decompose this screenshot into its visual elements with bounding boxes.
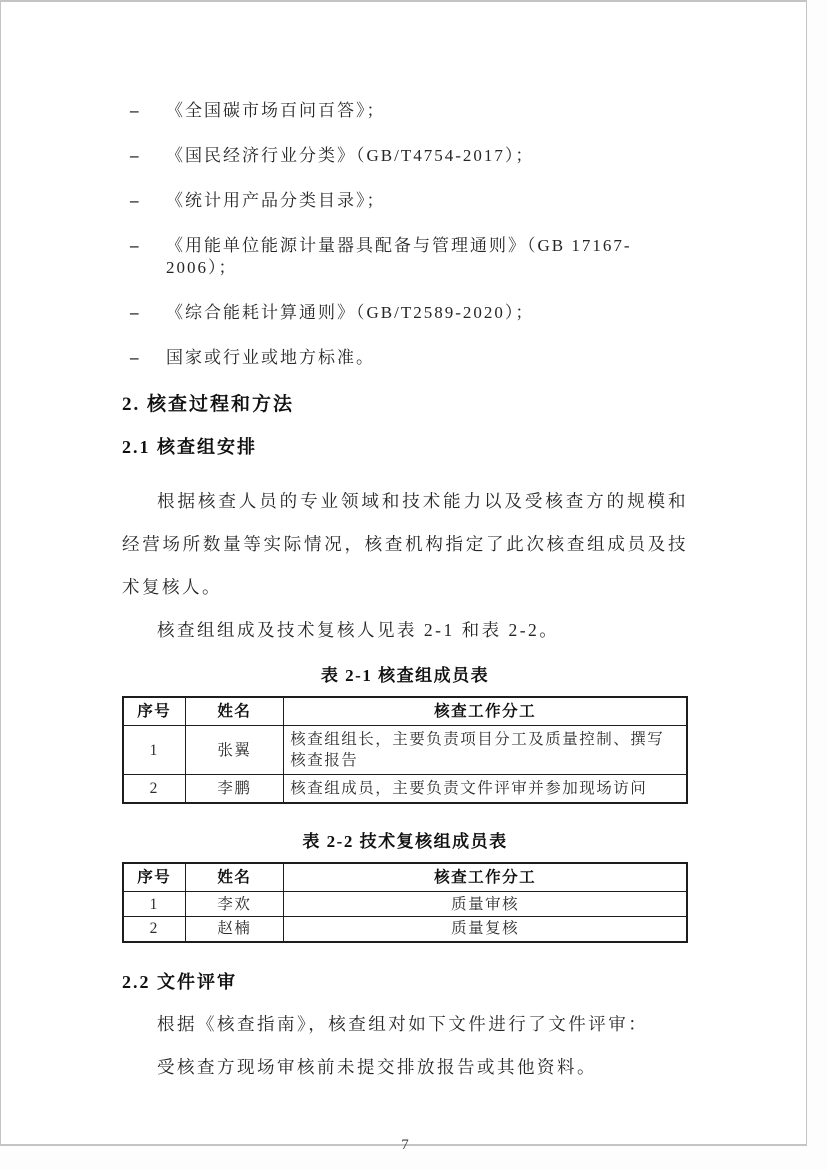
reference-list bbox=[130, 100, 688, 369]
column-header-no: 序号 bbox=[123, 697, 185, 726]
table-2-2-technical-review-team bbox=[122, 862, 688, 943]
subsection-2-1-heading: 2.1 核查组安排 bbox=[122, 437, 257, 457]
section-2-heading: 2. 核查过程和方法 bbox=[122, 394, 295, 415]
bullet-dash: – bbox=[130, 303, 139, 322]
reference-text: 《用能单位能源计量器具配备与管理通则》（GB 17167-2006）； bbox=[166, 236, 632, 277]
list-item bbox=[130, 302, 688, 324]
table-2-2-caption: 表 2-2 技术复核组成员表 bbox=[302, 832, 508, 851]
table-2-1-verification-team bbox=[122, 696, 688, 804]
cell-no: 2 bbox=[123, 917, 185, 942]
table-row bbox=[123, 726, 687, 775]
subsection-2-2-heading: 2.2 文件评审 bbox=[122, 971, 237, 992]
paragraph-no-submission: 受核查方现场审核前未提交排放报告或其他资料。 bbox=[157, 1056, 597, 1077]
column-header-no: 序号 bbox=[123, 863, 185, 892]
paragraph-document-review: 根据《核查指南》，核查组对如下文件进行了文件评审： bbox=[157, 1013, 649, 1034]
list-item bbox=[130, 145, 688, 167]
bullet-dash: – bbox=[130, 191, 139, 210]
paragraph-table-reference: 核查组组成及技术复核人见表 2-1 和表 2-2。 bbox=[157, 620, 560, 640]
column-header-duty: 核查工作分工 bbox=[284, 697, 687, 726]
reference-text: 《全国碳市场百问百答》； bbox=[166, 101, 386, 120]
cell-no: 1 bbox=[123, 726, 185, 775]
cell-duty: 核查组成员，主要负责文件评审并参加现场访问 bbox=[284, 775, 687, 804]
page-content bbox=[1, 100, 806, 1154]
bullet-dash: – bbox=[130, 348, 139, 367]
column-header-name: 姓名 bbox=[185, 863, 284, 892]
bullet-dash: – bbox=[130, 146, 139, 165]
cell-duty: 核查组组长，主要负责项目分工及质量控制、撰写核查报告 bbox=[284, 726, 687, 775]
page-number: 7 bbox=[401, 1136, 409, 1153]
cell-duty: 质量审核 bbox=[284, 892, 687, 917]
reference-text: 《综合能耗计算通则》（GB/T2589-2020）； bbox=[166, 303, 535, 322]
list-item bbox=[130, 100, 688, 122]
cell-name: 赵楠 bbox=[185, 917, 284, 942]
table-2-1-caption: 表 2-1 核查组成员表 bbox=[320, 666, 490, 685]
list-item bbox=[130, 190, 688, 212]
table-row bbox=[123, 892, 687, 917]
column-header-duty: 核查工作分工 bbox=[284, 863, 687, 892]
reference-text: 《国民经济行业分类》（GB/T4754-2017）； bbox=[166, 146, 535, 165]
cell-name: 李欢 bbox=[185, 892, 284, 917]
bullet-dash: – bbox=[130, 236, 139, 255]
table-header-row bbox=[123, 863, 687, 892]
reference-text: 《统计用产品分类目录》； bbox=[166, 191, 386, 210]
table-header-row bbox=[123, 697, 687, 726]
reference-text: 国家或行业或地方标准。 bbox=[166, 348, 375, 367]
cell-duty: 质量复核 bbox=[284, 917, 687, 942]
paragraph-team-arrangement: 根据核查人员的专业领域和技术能力以及受核查方的规模和经营场所数量等实际情况，核查机构指定了此次核查组成员及技术复核人。 bbox=[122, 491, 688, 597]
table-row bbox=[123, 775, 687, 804]
list-item bbox=[130, 235, 688, 279]
cell-no: 1 bbox=[123, 892, 185, 917]
cell-name: 张翼 bbox=[185, 726, 284, 775]
cell-name: 李鹏 bbox=[185, 775, 284, 804]
bullet-dash: – bbox=[130, 101, 139, 120]
column-header-name: 姓名 bbox=[185, 697, 284, 726]
list-item bbox=[130, 347, 688, 369]
table-row bbox=[123, 917, 687, 942]
cell-no: 2 bbox=[123, 775, 185, 804]
